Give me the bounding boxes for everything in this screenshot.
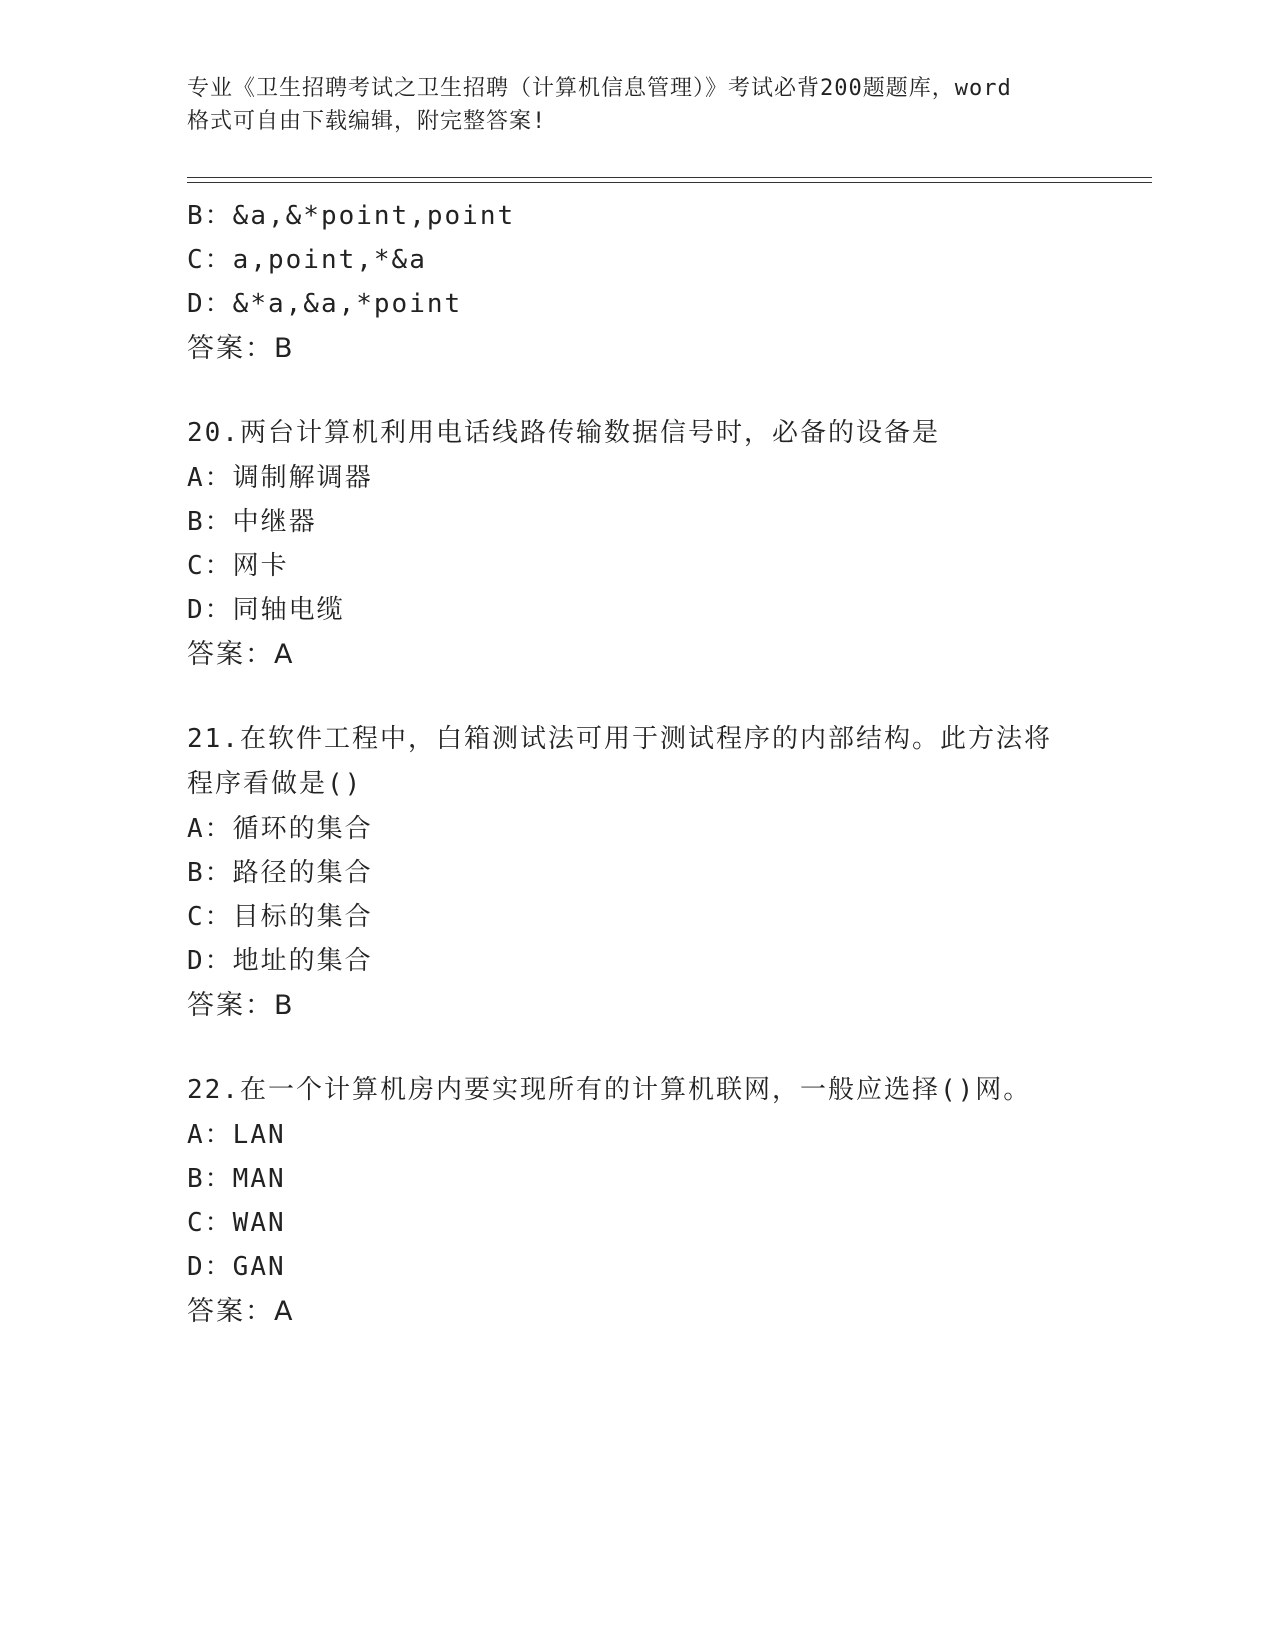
question-block-20	[187, 411, 1152, 678]
header-divider-thin	[187, 182, 1152, 183]
spacer	[187, 1029, 1152, 1068]
header-line-1: 专业《卫生招聘考试之卫生招聘（计算机信息管理）》考试必背200题题库，word	[187, 76, 1012, 101]
question-text: 21.在软件工程中，白箱测试法可用于测试程序的内部结构。此方法将程序看做是()	[187, 724, 1052, 799]
option-b: B：路径的集合	[187, 858, 373, 888]
option-c: C：a,point,*&a	[187, 245, 427, 275]
option-a: A：循环的集合	[187, 814, 373, 844]
question-list	[187, 194, 1152, 1335]
option-d: D：同轴电缆	[187, 595, 345, 625]
spacer	[187, 678, 1152, 717]
option-a: A：LAN	[187, 1120, 286, 1150]
answer-line: 答案：B	[187, 990, 295, 1021]
question-text: 20.两台计算机利用电话线路传输数据信号时，必备的设备是	[187, 418, 940, 448]
option-d: D：&*a,&a,*point	[187, 289, 463, 319]
document-header	[187, 72, 1087, 138]
answer-line: 答案：A	[187, 639, 295, 670]
spacer	[187, 372, 1152, 411]
option-c: C：目标的集合	[187, 902, 373, 932]
option-d: D：GAN	[187, 1252, 286, 1282]
answer-line: 答案：B	[187, 333, 295, 364]
option-b: B：MAN	[187, 1164, 286, 1194]
option-c: C：网卡	[187, 551, 289, 581]
option-a: A：调制解调器	[187, 463, 373, 493]
document-page	[187, 0, 1152, 1650]
option-b: B：中继器	[187, 507, 317, 537]
question-text: 22.在一个计算机房内要实现所有的计算机联网，一般应选择()网。	[187, 1075, 1032, 1105]
header-line-2: 格式可自由下载编辑，附完整答案!	[187, 109, 547, 134]
header-divider-thick	[187, 177, 1152, 178]
option-c: C：WAN	[187, 1208, 286, 1238]
option-b: B：&a,&*point,point	[187, 201, 516, 231]
question-block-19	[187, 194, 1152, 372]
answer-line: 答案：A	[187, 1296, 295, 1327]
option-d: D：地址的集合	[187, 946, 373, 976]
question-block-22	[187, 1068, 1152, 1335]
question-block-21	[187, 717, 1152, 1029]
